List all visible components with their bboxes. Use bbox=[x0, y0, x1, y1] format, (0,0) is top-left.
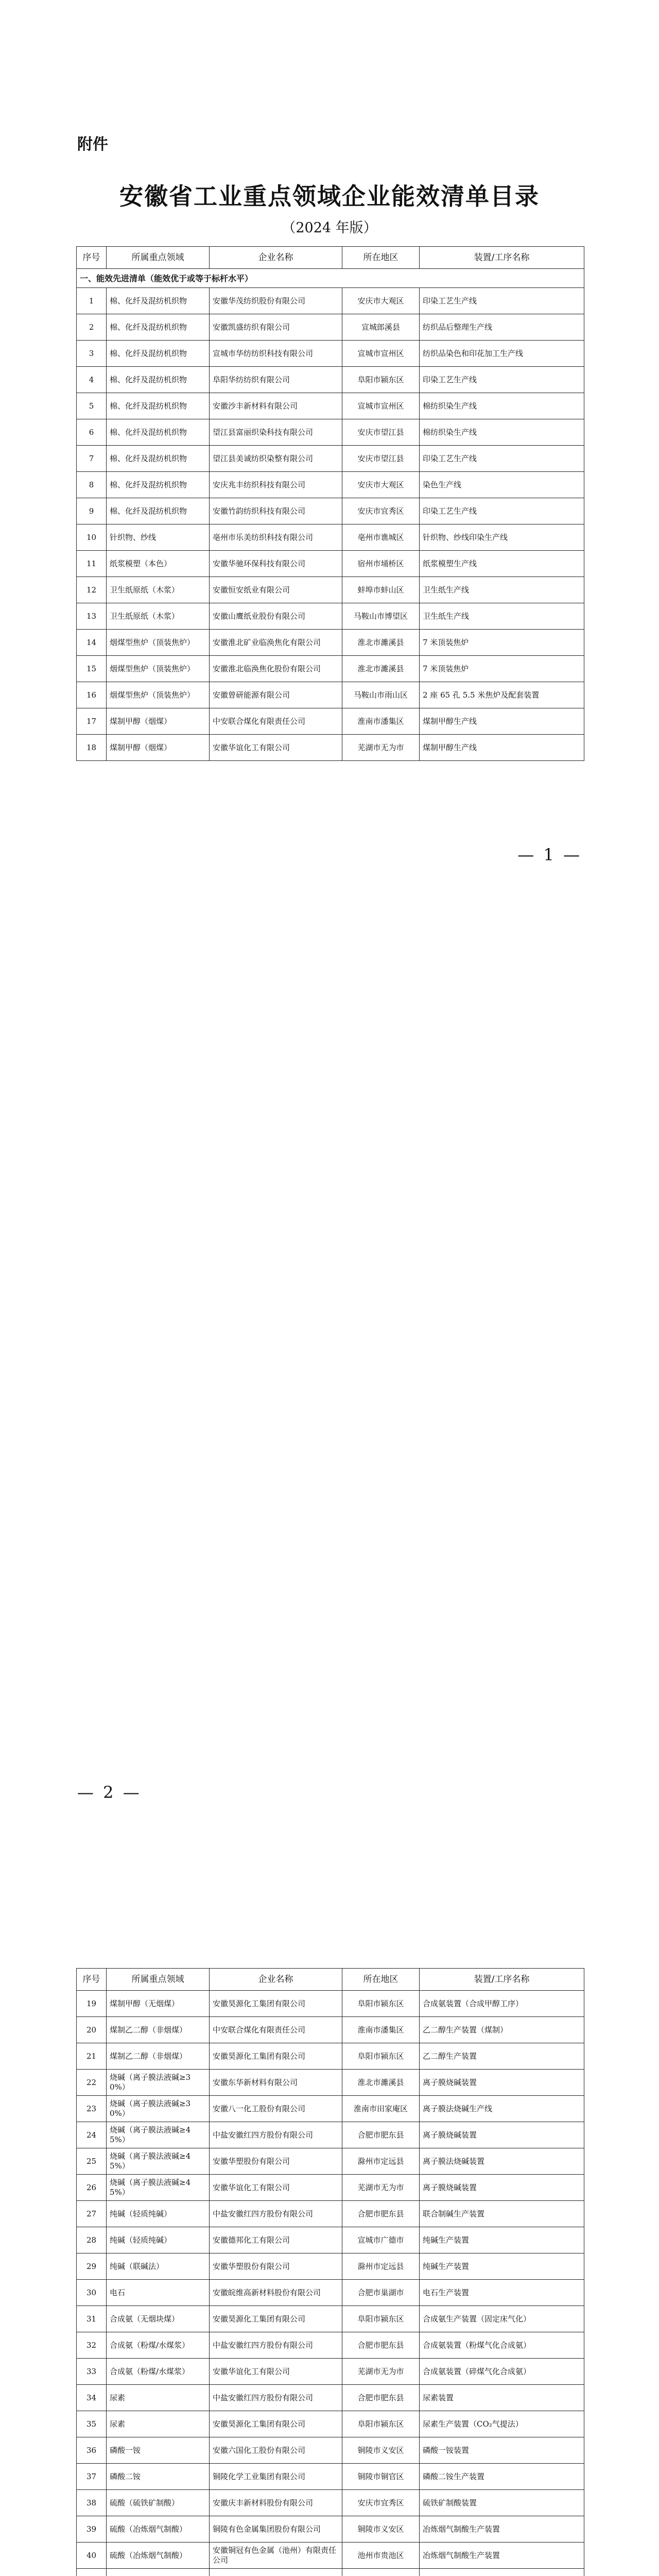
cell-device: 棉纺织染生产线 bbox=[420, 419, 584, 446]
cell-region: 淮南市潘集区 bbox=[342, 708, 420, 735]
cell-no: 20 bbox=[77, 2017, 107, 2043]
cell-no: 35 bbox=[77, 2411, 107, 2437]
cell-field: 烧碱（离子膜法液碱≥45%） bbox=[107, 2122, 210, 2148]
table-row bbox=[77, 708, 584, 735]
cell-company: 安徽华驰环保科技有限公司 bbox=[210, 551, 342, 577]
cell-field: 烟煤型焦炉（顶装焦炉） bbox=[107, 630, 210, 656]
cell-field: 煤制乙二醇（非烟煤） bbox=[107, 2017, 210, 2043]
cell-field: 煤制甲醇（烟煤） bbox=[107, 708, 210, 735]
cell-device: 卫生纸生产线 bbox=[420, 577, 584, 603]
cell-field: 电石 bbox=[107, 2280, 210, 2306]
cell-region: 淮南市田家庵区 bbox=[342, 2096, 420, 2122]
cell-no: 11 bbox=[77, 551, 107, 577]
col-no: 序号 bbox=[77, 1969, 107, 1991]
cell-region: 合肥市肥东县 bbox=[342, 2385, 420, 2411]
cell-device: 合成氨装置（合成甲醇工序） bbox=[420, 1991, 584, 2017]
cell-company: 安徽六国化工股份有限公司 bbox=[210, 2437, 342, 2464]
cell-company: 宣城市华纺纺织科技有限公司 bbox=[210, 341, 342, 367]
cell-no: 36 bbox=[77, 2437, 107, 2464]
cell-device: 纺织品后整理生产线 bbox=[420, 314, 584, 341]
cell-region: 芜湖市无为市 bbox=[342, 2175, 420, 2201]
cell-company: 安徽沙丰新材料有限公司 bbox=[210, 393, 342, 419]
cell-company: 望江县富丽织染科技有限公司 bbox=[210, 419, 342, 446]
cell-no: 10 bbox=[77, 524, 107, 551]
cell-company: 安徽昊源化工集团有限公司 bbox=[210, 1991, 342, 2017]
cell-company: 安徽八一化工股份有限公司 bbox=[210, 2096, 342, 2122]
cell-device: 煤制甲醇生产线 bbox=[420, 735, 584, 761]
cell-company: 望江县美诚纺织染整有限公司 bbox=[210, 446, 342, 472]
cell-device: 乙二醇生产装置 bbox=[420, 2043, 584, 2070]
section-row bbox=[77, 269, 584, 288]
cell-field: 硫酸（冶炼烟气制酸） bbox=[107, 2516, 210, 2543]
cell-region: 合肥市巢湖市 bbox=[342, 2280, 420, 2306]
cell-company: 安徽庆丰新材料股份有限公司 bbox=[210, 2490, 342, 2516]
cell-device: 离子膜烧碱装置 bbox=[420, 2122, 584, 2148]
cell-region: 合肥市肥东县 bbox=[342, 2122, 420, 2148]
cell-device: 硫铁矿制酸装置 bbox=[420, 2490, 584, 2516]
table-body bbox=[77, 269, 584, 761]
cell-no: 34 bbox=[77, 2385, 107, 2411]
cell-region: 阜阳市颍东区 bbox=[342, 367, 420, 393]
cell-company: 安徽昊源化工集团有限公司 bbox=[210, 2411, 342, 2437]
page-2 bbox=[0, 938, 659, 2565]
cell-region: 阜阳市颍东区 bbox=[342, 2306, 420, 2332]
cell-field: 棉、化纤及混纺机织物 bbox=[107, 472, 210, 498]
cell-no: 1 bbox=[77, 288, 107, 314]
cell-region: 芜湖市无为市 bbox=[342, 2359, 420, 2385]
cell-company: 中盐安徽红四方股份有限公司 bbox=[210, 2385, 342, 2411]
cell-device: 冶炼烟气制酸生产装置 bbox=[420, 2543, 584, 2569]
cell-field: 烧碱（离子膜法液碱≥30%） bbox=[107, 2070, 210, 2096]
cell-region: 淮南市潘集区 bbox=[342, 2017, 420, 2043]
cell-field: 煤制甲醇（无烟煤） bbox=[107, 1991, 210, 2017]
table-row bbox=[77, 603, 584, 630]
cell-device: 乙二醇生产装置（煤制） bbox=[420, 2017, 584, 2043]
cell-company: 阜阳华纺纺织有限公司 bbox=[210, 367, 342, 393]
page-1 bbox=[0, 0, 659, 938]
cell-device: 印染工艺生产线 bbox=[420, 288, 584, 314]
cell-region: 安庆市宜秀区 bbox=[342, 498, 420, 524]
cell-company: 中安联合煤化有限责任公司 bbox=[210, 708, 342, 735]
cell-no: 18 bbox=[77, 735, 107, 761]
cell-no: 8 bbox=[77, 472, 107, 498]
cell-region: 铜陵市义安区 bbox=[342, 2516, 420, 2543]
cell-device: 印染工艺生产线 bbox=[420, 498, 584, 524]
cell-field: 硫酸（冶炼烟气制酸） bbox=[107, 2543, 210, 2569]
cell-no: 5 bbox=[77, 393, 107, 419]
attachment-label: 附件 bbox=[77, 135, 108, 154]
cell-no: 4 bbox=[77, 367, 107, 393]
cell-field: 棉、化纤及混纺机织物 bbox=[107, 367, 210, 393]
cell-device: 染色生产线 bbox=[420, 472, 584, 498]
cell-device: 7 米顶装焦炉 bbox=[420, 630, 584, 656]
cell-field: 棉、化纤及混纺机织物 bbox=[107, 341, 210, 367]
cell-device: 离子膜烧碱装置 bbox=[420, 2175, 584, 2201]
cell-field: 磷酸一铵 bbox=[107, 2437, 210, 2464]
efficiency-table-page-1 bbox=[76, 246, 584, 761]
cell-company: 安徽曾研能源有限公司 bbox=[210, 682, 342, 708]
cell-region: 安庆市大观区 bbox=[342, 472, 420, 498]
cell-field: 磷酸二铵 bbox=[107, 2464, 210, 2490]
cell-region: 安庆市大观区 bbox=[342, 288, 420, 314]
cell-company: 安徽昊源化工集团有限公司 bbox=[210, 2306, 342, 2332]
cell-field: 纸浆模塑（本色） bbox=[107, 551, 210, 577]
cell-field: 棉、化纤及混纺机织物 bbox=[107, 419, 210, 446]
cell-region: 宣城市广德市 bbox=[342, 2227, 420, 2253]
cell-field: 烧碱（离子膜法液碱≥45%） bbox=[107, 2148, 210, 2175]
cell-no: 27 bbox=[77, 2201, 107, 2227]
cell-device: 电石生产装置 bbox=[420, 2280, 584, 2306]
cell-no: 40 bbox=[77, 2543, 107, 2569]
cell-field: 棉、化纤及混纺机织物 bbox=[107, 288, 210, 314]
cell-no: 31 bbox=[77, 2306, 107, 2332]
cell-region: 安庆市宜秀区 bbox=[342, 2490, 420, 2516]
cell-no: 39 bbox=[77, 2516, 107, 2543]
cell-region: 铜陵市铜官区 bbox=[342, 2464, 420, 2490]
cell-field: 尿素 bbox=[107, 2385, 210, 2411]
cell-company: 安徽东华新材料有限公司 bbox=[210, 2070, 342, 2096]
cell-company: 中盐安徽红四方股份有限公司 bbox=[210, 2122, 342, 2148]
page-3 bbox=[0, 1870, 659, 2576]
cell-no: 28 bbox=[77, 2227, 107, 2253]
cell-no: 6 bbox=[77, 419, 107, 446]
cell-field: 纯碱（轻质纯碱） bbox=[107, 2201, 210, 2227]
cell-field: 棉、化纤及混纺机织物 bbox=[107, 393, 210, 419]
cell-no: 23 bbox=[77, 2096, 107, 2122]
cell-field: 针织物、纱线 bbox=[107, 524, 210, 551]
cell-no: 30 bbox=[77, 2280, 107, 2306]
cell-region: 宣城市宣州区 bbox=[342, 341, 420, 367]
col-device: 装置/工序名称 bbox=[420, 247, 584, 269]
cell-company: 安徽华谊化工有限公司 bbox=[210, 2175, 342, 2201]
cell-company: 安徽山鹰纸业股份有限公司 bbox=[210, 603, 342, 630]
cell-company: 中盐安徽红四方股份有限公司 bbox=[210, 2332, 342, 2359]
cell-no: 9 bbox=[77, 498, 107, 524]
cell-device: 磷酸二铵生产装置 bbox=[420, 2464, 584, 2490]
cell-region: 宿州市埇桥区 bbox=[342, 551, 420, 577]
col-no: 序号 bbox=[77, 247, 107, 269]
cell-device: 纺织品染色和印花加工生产线 bbox=[420, 341, 584, 367]
cell-field: 烟煤型焦炉（顶装焦炉） bbox=[107, 656, 210, 682]
cell-device: 棉纺织染生产线 bbox=[420, 393, 584, 419]
cell-region: 宣城郎溪县 bbox=[342, 314, 420, 341]
cell-region: 芜湖市无为市 bbox=[342, 735, 420, 761]
cell-company: 中盐安徽红四方股份有限公司 bbox=[210, 2201, 342, 2227]
table-row bbox=[77, 472, 584, 498]
cell-field: 合成氨（无烟块煤） bbox=[107, 2306, 210, 2332]
cell-field: 煤制乙二醇（非烟煤） bbox=[107, 2043, 210, 2070]
cell-region: 亳州市谯城区 bbox=[342, 524, 420, 551]
cell-region: 马鞍山市博望区 bbox=[342, 603, 420, 630]
cell-field: 卫生纸原纸（木浆） bbox=[107, 577, 210, 603]
cell-region: 宣城市宣州区 bbox=[342, 393, 420, 419]
cell-field: 烧碱（离子膜法液碱≥30%） bbox=[107, 2096, 210, 2122]
cell-company: 安徽德邦化工有限公司 bbox=[210, 2227, 342, 2253]
document-title: 安徽省工业重点领域企业能效清单目录 bbox=[119, 182, 540, 210]
table-row bbox=[77, 314, 584, 341]
document-year: （2024 年版） bbox=[282, 220, 377, 236]
cell-device: 离子膜法烧碱装置 bbox=[420, 2148, 584, 2175]
cell-no: 26 bbox=[77, 2175, 107, 2201]
cell-field: 烧碱（离子膜法液碱≥45%） bbox=[107, 2175, 210, 2201]
cell-company: 安徽华塑股份有限公司 bbox=[210, 2148, 342, 2175]
cell-field: 硫酸（硫铁矿制酸） bbox=[107, 2490, 210, 2516]
col-device: 装置/工序名称 bbox=[420, 1969, 584, 1991]
cell-company: 安徽华谊化工有限公司 bbox=[210, 735, 342, 761]
cell-company: 中安联合煤化有限责任公司 bbox=[210, 2017, 342, 2043]
cell-region: 铜陵市义安区 bbox=[342, 2437, 420, 2464]
cell-region: 滁州市定远县 bbox=[342, 2253, 420, 2280]
cell-region: 合肥市肥东县 bbox=[342, 2332, 420, 2359]
cell-region: 安庆市望江县 bbox=[342, 446, 420, 472]
cell-field: 尿素 bbox=[107, 2411, 210, 2437]
cell-device: 针织物、纱线印染生产线 bbox=[420, 524, 584, 551]
cell-field: 卫生纸原纸（木浆） bbox=[107, 603, 210, 630]
table-row bbox=[77, 656, 584, 682]
cell-region: 安庆市望江县 bbox=[342, 419, 420, 446]
cell-field: 合成氨（粉煤/水煤浆） bbox=[107, 2359, 210, 2385]
cell-company: 安徽华塑股份有限公司 bbox=[210, 2253, 342, 2280]
cell-device: 印染工艺生产线 bbox=[420, 367, 584, 393]
cell-no: 24 bbox=[77, 2122, 107, 2148]
cell-device: 尿素生产装置（CO₂气提法） bbox=[420, 2411, 584, 2437]
cell-company: 安庆兆丰纺织科技有限公司 bbox=[210, 472, 342, 498]
cell-region: 滁州市定远县 bbox=[342, 2148, 420, 2175]
cell-field: 棉、化纤及混纺机织物 bbox=[107, 446, 210, 472]
table-row bbox=[77, 446, 584, 472]
cell-device: 离子膜法烧碱生产线 bbox=[420, 2096, 584, 2122]
cell-company: 安徽昊源化工集团有限公司 bbox=[210, 2043, 342, 2070]
cell-region: 合肥市肥东县 bbox=[342, 2201, 420, 2227]
cell-no: 15 bbox=[77, 656, 107, 682]
cell-device: 卫生纸生产线 bbox=[420, 603, 584, 630]
cell-field: 纯碱（轻质纯碱） bbox=[107, 2227, 210, 2253]
cell-company: 安徽竹韵纺织科技有限公司 bbox=[210, 498, 342, 524]
table-row bbox=[77, 498, 584, 524]
table-row bbox=[77, 419, 584, 446]
cell-company: 铜陵有色金属集团股份有限公司 bbox=[210, 2516, 342, 2543]
col-company: 企业名称 bbox=[210, 1969, 342, 1991]
cell-field: 烟煤型焦炉（顶装焦炉） bbox=[107, 682, 210, 708]
cell-no: 19 bbox=[77, 1991, 107, 2017]
col-region: 所在地区 bbox=[342, 247, 420, 269]
cell-company: 安徽淮北临涣焦化股份有限公司 bbox=[210, 656, 342, 682]
table-row bbox=[77, 367, 584, 393]
cell-device: 合成氨生产装置（固定床气化） bbox=[420, 2306, 584, 2332]
cell-no: 7 bbox=[77, 446, 107, 472]
cell-no: 21 bbox=[77, 2043, 107, 2070]
cell-device: 联合制碱生产装置 bbox=[420, 2201, 584, 2227]
cell-company: 安徽华茂纺织股份有限公司 bbox=[210, 288, 342, 314]
cell-device: 纯碱生产装置 bbox=[420, 2253, 584, 2280]
cell-device: 冶炼烟气制酸生产装置 bbox=[420, 2516, 584, 2543]
cell-no: 2 bbox=[77, 314, 107, 341]
cell-company: 安徽皖维高新材料股份有限公司 bbox=[210, 2280, 342, 2306]
section-title: 一、能效先进清单（能效优于或等于标杆水平） bbox=[77, 269, 584, 288]
table-header bbox=[77, 247, 584, 269]
cell-no: 29 bbox=[77, 2253, 107, 2280]
cell-device: 印染工艺生产线 bbox=[420, 446, 584, 472]
page-number: — 2 — bbox=[77, 1783, 142, 1802]
cell-company: 安徽淮北矿业临涣焦化有限公司 bbox=[210, 630, 342, 656]
cell-region: 马鞍山市雨山区 bbox=[342, 682, 420, 708]
page-number: — 1 — bbox=[517, 845, 582, 865]
cell-region: 淮北市濉溪县 bbox=[342, 656, 420, 682]
cell-region: 蚌埠市蚌山区 bbox=[342, 577, 420, 603]
cell-no: 14 bbox=[77, 630, 107, 656]
col-field: 所属重点领域 bbox=[107, 1969, 210, 1991]
cell-device: 纯碱生产装置 bbox=[420, 2227, 584, 2253]
table-row bbox=[77, 393, 584, 419]
cell-company: 安徽铜冠有色金属（池州）有限责任公司 bbox=[210, 2543, 342, 2569]
table-row bbox=[77, 735, 584, 761]
col-region: 所在地区 bbox=[342, 1969, 420, 1991]
col-field: 所属重点领域 bbox=[107, 247, 210, 269]
cell-no: 16 bbox=[77, 682, 107, 708]
cell-device: 2 座 65 孔 5.5 米焦炉及配套装置 bbox=[420, 682, 584, 708]
cell-field: 合成氨（粉煤/水煤浆） bbox=[107, 2332, 210, 2359]
cell-company: 铜陵化学工业集团有限公司 bbox=[210, 2464, 342, 2490]
cell-field: 煤制甲醇（烟煤） bbox=[107, 735, 210, 761]
cell-device: 合成氨装置（碎煤气化合成氨） bbox=[420, 2359, 584, 2385]
cell-device: 合成氨装置（粉煤气化合成氨） bbox=[420, 2332, 584, 2359]
cell-region: 淮北市濉溪县 bbox=[342, 2070, 420, 2096]
cell-device: 尿素装置 bbox=[420, 2385, 584, 2411]
table-row bbox=[77, 288, 584, 314]
table-row bbox=[77, 341, 584, 367]
table-row bbox=[77, 682, 584, 708]
table-row bbox=[77, 551, 584, 577]
cell-device: 7 米顶装焦炉 bbox=[420, 656, 584, 682]
cell-field: 棉、化纤及混纺机织物 bbox=[107, 314, 210, 341]
cell-region: 池州市贵池区 bbox=[342, 2543, 420, 2569]
cell-company: 安徽凯盛纺织有限公司 bbox=[210, 314, 342, 341]
cell-no: 33 bbox=[77, 2359, 107, 2385]
cell-no: 25 bbox=[77, 2148, 107, 2175]
cell-no: 22 bbox=[77, 2070, 107, 2096]
cell-no: 17 bbox=[77, 708, 107, 735]
table-row bbox=[77, 577, 584, 603]
cell-company: 安徽恒安纸业有限公司 bbox=[210, 577, 342, 603]
cell-device: 离子膜烧碱装置 bbox=[420, 2070, 584, 2096]
cell-field: 纯碱（联碱法） bbox=[107, 2253, 210, 2280]
cell-field: 棉、化纤及混纺机织物 bbox=[107, 498, 210, 524]
table-row bbox=[77, 524, 584, 551]
cell-region: 淮北市濉溪县 bbox=[342, 630, 420, 656]
col-company: 企业名称 bbox=[210, 247, 342, 269]
cell-company: 亳州市乐美纺织科技有限公司 bbox=[210, 524, 342, 551]
cell-no: 37 bbox=[77, 2464, 107, 2490]
cell-device: 磷酸一铵装置 bbox=[420, 2437, 584, 2464]
cell-company: 安徽华谊化工有限公司 bbox=[210, 2359, 342, 2385]
cell-region: 阜阳市颍东区 bbox=[342, 2411, 420, 2437]
cell-no: 13 bbox=[77, 603, 107, 630]
cell-no: 3 bbox=[77, 341, 107, 367]
cell-device: 纸浆模塑生产线 bbox=[420, 551, 584, 577]
cell-no: 32 bbox=[77, 2332, 107, 2359]
cell-device: 煤制甲醇生产线 bbox=[420, 708, 584, 735]
cell-region: 阜阳市颍东区 bbox=[342, 2043, 420, 2070]
table-row bbox=[77, 630, 584, 656]
cell-no: 38 bbox=[77, 2490, 107, 2516]
cell-region: 阜阳市颍东区 bbox=[342, 1991, 420, 2017]
cell-no: 12 bbox=[77, 577, 107, 603]
